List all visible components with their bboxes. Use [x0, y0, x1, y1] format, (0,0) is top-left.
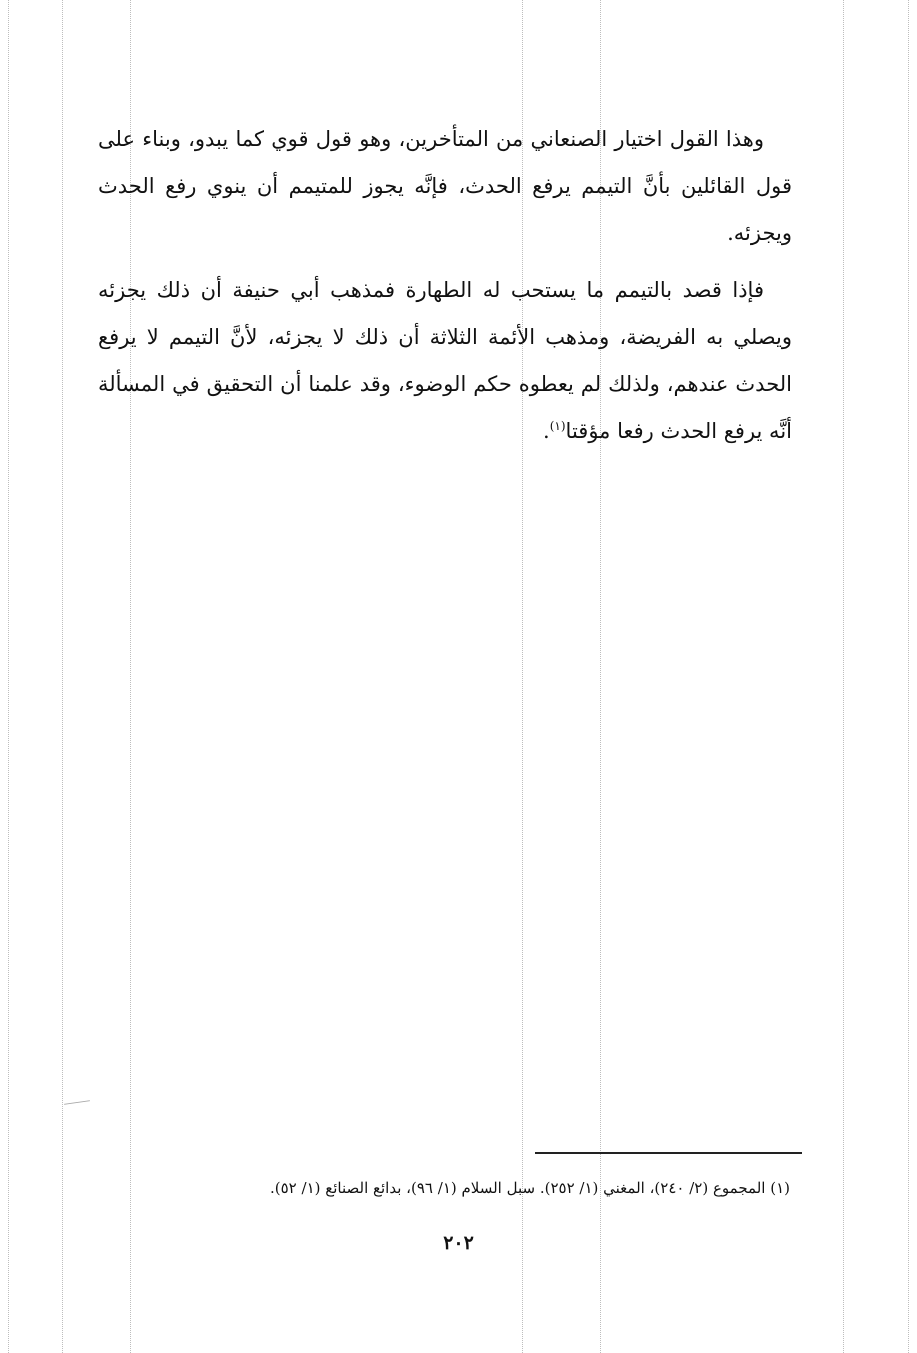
page-number: ٢٠٢: [443, 1232, 474, 1254]
final-period: .: [543, 419, 550, 443]
footnote-separator: [535, 1152, 802, 1154]
main-text: [98, 116, 792, 465]
scan-mark: [64, 1100, 90, 1105]
paragraph: [98, 267, 792, 455]
scan-margin-dots: [843, 0, 844, 1353]
scan-margin-dots: [62, 0, 63, 1353]
footnote: (١) المجموع (٢/ ٢٤٠)، المغني (١/ ٢٥٢). سبل السلام (١/ ٩٦)، بدائع الصنائع (١/ ٥٢).: [269, 1179, 790, 1197]
scan-margin-dots: [8, 0, 9, 1353]
scan-margin-dots: [908, 0, 909, 1353]
footnote-reference: (١): [549, 419, 566, 433]
paragraph-text: فإذا قصد بالتيمم ما يستحب له الطهارة فمذهب أبي حنيفة أن ذلك يجزئه ويصلي به الفريضة، ومذهب الأئمة الثلاثة أن ذلك لا يجزئه، لأنَّ التيمم لا يرفع الحدث عندهم، ولذلك لم يعطوه حكم الوضوء، وقد علمنا أن التحقيق في المسألة أنَّه يرفع الحدث رفعا مؤقتا: [98, 278, 792, 443]
paragraph: وهذا القول اختيار الصنعاني من المتأخرين، وهو قول قوي كما يبدو، وبناء على قول القائلين بأنَّ التيمم يرفع الحدث، فإنَّه يجوز للمتيمم أن ينوي رفع الحدث ويجزئه.: [98, 127, 792, 245]
